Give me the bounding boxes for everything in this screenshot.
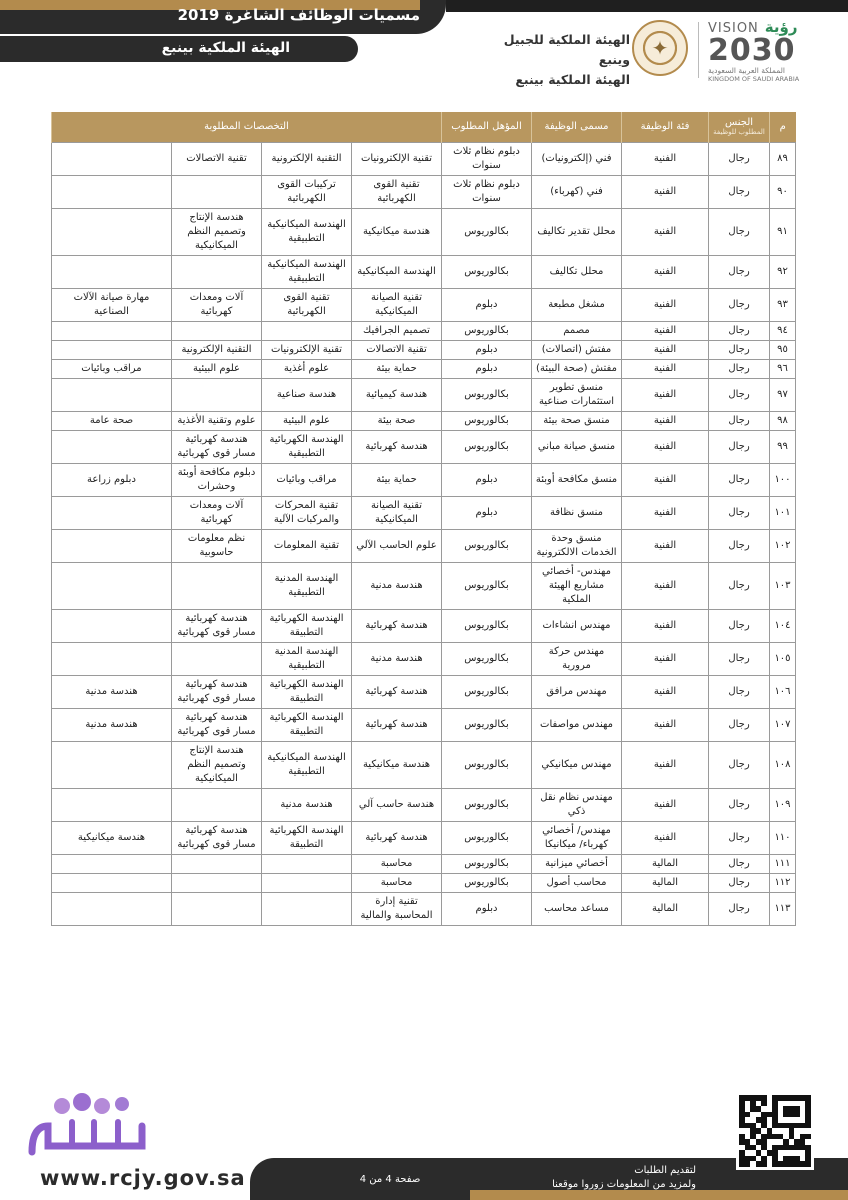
- website-url[interactable]: www.rcjy.gov.sa: [40, 1166, 246, 1190]
- cell-specialization-1: هندسة كهربائية: [352, 708, 442, 741]
- cell-title: مصمم: [532, 321, 622, 340]
- cell-specialization-2: الهندسة المدنية التطبيقية: [262, 562, 352, 609]
- cell-title: مفتش (صحة البيئة): [532, 359, 622, 378]
- cell-specialization-1: هندسة كهربائية: [352, 430, 442, 463]
- cell-specialization-4: [51, 529, 171, 562]
- cell-specialization-3: [172, 873, 262, 892]
- cell-specialization-3: هندسة كهربائية مسار قوى كهربائية: [172, 708, 262, 741]
- cell-specialization-1: تقنية إدارة المحاسبة والمالية: [352, 892, 442, 925]
- cell-specialization-1: حماية بيئة: [352, 463, 442, 496]
- cell-num: ١٠٤: [770, 609, 796, 642]
- cell-specialization-1: هندسة كهربائية: [352, 675, 442, 708]
- cell-title: مشغل مطبعة: [532, 288, 622, 321]
- cell-specialization-2: مراقب وبائيات: [262, 463, 352, 496]
- cell-specialization-3: هندسة كهربائية مسار قوى كهربائية: [172, 609, 262, 642]
- cell-num: ٩٢: [770, 255, 796, 288]
- cell-specialization-2: تقنية المحركات والمركبات الآلية: [262, 496, 352, 529]
- cell-category: الفنية: [622, 708, 709, 741]
- cell-qualification: بكالوريوس: [442, 741, 532, 788]
- cell-gender: رجال: [709, 288, 770, 321]
- org-line-1: الهيئة الملكية للجبيل وينبع: [503, 32, 630, 67]
- cell-title: مهندس مواصفات: [532, 708, 622, 741]
- cell-specialization-4: [51, 873, 171, 892]
- cell-num: ٩٨: [770, 411, 796, 430]
- cell-specialization-4: [51, 208, 171, 255]
- cell-title: مهندس انشاءات: [532, 609, 622, 642]
- cell-specialization-2: تقنية المعلومات: [262, 529, 352, 562]
- cell-specialization-3: آلات ومعدات كهربائية: [172, 496, 262, 529]
- table-row: [51, 873, 795, 892]
- cell-title: مهندس- أخصائي مشاريع الهيئة الملكية: [532, 562, 622, 609]
- vision-arabic: رؤية: [764, 18, 798, 36]
- table-row: [51, 142, 795, 175]
- cell-gender: رجال: [709, 496, 770, 529]
- cell-specialization-4: [51, 430, 171, 463]
- cell-specialization-3: [172, 321, 262, 340]
- cell-qualification: بكالوريوس: [442, 411, 532, 430]
- cell-specialization-1: هندسة مدنية: [352, 642, 442, 675]
- cell-specialization-2: الهندسة الكهربائية التطبيقة: [262, 609, 352, 642]
- footer-apply-text: [506, 1164, 696, 1192]
- cell-specialization-4: هندسة ميكانيكية: [51, 821, 171, 854]
- header-divider: [698, 22, 699, 78]
- cell-specialization-3: [172, 175, 262, 208]
- cell-specialization-4: [51, 562, 171, 609]
- cell-category: الفنية: [622, 741, 709, 788]
- cell-category: الفنية: [622, 175, 709, 208]
- cell-gender: رجال: [709, 208, 770, 255]
- cell-num: ٩١: [770, 208, 796, 255]
- table-row: [51, 463, 795, 496]
- cell-qualification: بكالوريوس: [442, 821, 532, 854]
- cell-qualification: بكالوريوس: [442, 378, 532, 411]
- cell-specialization-4: [51, 609, 171, 642]
- cell-specialization-4: [51, 642, 171, 675]
- cell-specialization-4: [51, 321, 171, 340]
- cell-gender: رجال: [709, 321, 770, 340]
- jobs-table: [51, 112, 796, 926]
- table-row: [51, 788, 795, 821]
- cell-num: ١١٢: [770, 873, 796, 892]
- table-row: [51, 288, 795, 321]
- cell-gender: رجال: [709, 854, 770, 873]
- cell-qualification: بكالوريوس: [442, 562, 532, 609]
- cell-gender: رجال: [709, 463, 770, 496]
- cell-qualification: دبلوم: [442, 288, 532, 321]
- cell-gender: رجال: [709, 609, 770, 642]
- cell-num: ١٠٥: [770, 642, 796, 675]
- cell-specialization-2: [262, 321, 352, 340]
- cell-specialization-3: دبلوم مكافحة أوبئة وحشرات: [172, 463, 262, 496]
- cell-specialization-1: هندسة ميكانيكية: [352, 208, 442, 255]
- cell-specialization-3: التقنية الإلكترونية: [172, 340, 262, 359]
- cell-specialization-4: مراقب وبائيات: [51, 359, 171, 378]
- vision-kingdom-ar: المملكة العربية السعودية: [708, 66, 785, 75]
- cell-specialization-2: الهندسة الميكانيكية التطبيقية: [262, 208, 352, 255]
- cell-specialization-1: هندسة ميكانيكية: [352, 741, 442, 788]
- cell-specialization-1: علوم الحاسب الآلي: [352, 529, 442, 562]
- cell-specialization-2: علوم البيئية: [262, 411, 352, 430]
- table-row: [51, 675, 795, 708]
- cell-gender: رجال: [709, 892, 770, 925]
- cell-qualification: بكالوريوس: [442, 609, 532, 642]
- cell-num: ١٠٣: [770, 562, 796, 609]
- cell-specialization-3: هندسة الإنتاج وتصميم النظم الميكانيكية: [172, 208, 262, 255]
- cell-qualification: بكالوريوس: [442, 255, 532, 288]
- cell-num: ٨٩: [770, 142, 796, 175]
- cell-gender: رجال: [709, 788, 770, 821]
- cell-specialization-4: [51, 496, 171, 529]
- cell-category: الفنية: [622, 642, 709, 675]
- table-row: [51, 411, 795, 430]
- cell-specialization-1: تقنية القوى الكهربائية: [352, 175, 442, 208]
- cell-category: الفنية: [622, 359, 709, 378]
- cell-category: المالية: [622, 854, 709, 873]
- cell-specialization-1: هندسة حاسب آلي: [352, 788, 442, 821]
- cell-specialization-2: الهندسة الميكانيكية التطبيقية: [262, 255, 352, 288]
- cell-specialization-2: الهندسة الكهربائية التطبيقة: [262, 675, 352, 708]
- cell-gender: رجال: [709, 142, 770, 175]
- cell-title: مهندس نظام نقل ذكي: [532, 788, 622, 821]
- cell-specialization-2: الهندسة المدنية التطبيقية: [262, 642, 352, 675]
- cell-title: مهندس مرافق: [532, 675, 622, 708]
- cell-specialization-4: [51, 175, 171, 208]
- vision-2030-logo: [708, 18, 838, 83]
- cell-title: فني (كهرباء): [532, 175, 622, 208]
- cell-category: الفنية: [622, 463, 709, 496]
- cell-title: منسق مكافحة أوبئة: [532, 463, 622, 496]
- jobs-table-wrapper: [52, 112, 796, 926]
- cell-specialization-4: [51, 340, 171, 359]
- cell-specialization-4: صحة عامة: [51, 411, 171, 430]
- header-top-strip: [446, 0, 848, 12]
- cell-qualification: بكالوريوس: [442, 208, 532, 255]
- cell-title: أخصائي ميزانية: [532, 854, 622, 873]
- cell-specialization-2: هندسة مدنية: [262, 788, 352, 821]
- col-header-qualification: المؤهل المطلوب: [442, 112, 532, 142]
- cell-category: الفنية: [622, 378, 709, 411]
- cell-specialization-2: الهندسة الكهربائية التطبيقية: [262, 430, 352, 463]
- cell-specialization-2: تقنية الإلكترونيات: [262, 340, 352, 359]
- cell-num: ١١١: [770, 854, 796, 873]
- cell-category: الفنية: [622, 496, 709, 529]
- royal-commission-emblem-icon: ✦: [632, 20, 688, 76]
- cell-specialization-3: هندسة الإنتاج وتصميم النظم الميكانيكية: [172, 741, 262, 788]
- page-title: مسميات الوظائف الشاغرة 2019: [177, 6, 420, 24]
- cell-specialization-3: [172, 854, 262, 873]
- cell-specialization-3: علوم وتقنية الأغذية: [172, 411, 262, 430]
- cell-specialization-3: [172, 378, 262, 411]
- cell-gender: رجال: [709, 675, 770, 708]
- table-row: [51, 255, 795, 288]
- cell-specialization-3: تقنية الاتصالات: [172, 142, 262, 175]
- cell-num: ٩٠: [770, 175, 796, 208]
- cell-specialization-3: [172, 562, 262, 609]
- cell-title: محلل تقدير تكاليف: [532, 208, 622, 255]
- cell-specialization-1: هندسة مدنية: [352, 562, 442, 609]
- cell-specialization-4: [51, 142, 171, 175]
- cell-title: منسق صحة بيئة: [532, 411, 622, 430]
- cell-specialization-4: هندسة مدنية: [51, 708, 171, 741]
- cell-category: الفنية: [622, 430, 709, 463]
- table-row: [51, 321, 795, 340]
- cell-specialization-2: [262, 854, 352, 873]
- tollabna-watermark-logo: [22, 1092, 152, 1166]
- table-row: [51, 708, 795, 741]
- cell-title: مساعد محاسب: [532, 892, 622, 925]
- cell-specialization-3: آلات ومعدات كهربائية: [172, 288, 262, 321]
- cell-specialization-4: [51, 892, 171, 925]
- vision-year: 2030: [708, 33, 796, 68]
- cell-title: منسق نظافة: [532, 496, 622, 529]
- cell-category: الفنية: [622, 208, 709, 255]
- cell-title: فني (إلكترونيات): [532, 142, 622, 175]
- cell-num: ١٠٠: [770, 463, 796, 496]
- cell-specialization-1: هندسة كهربائية: [352, 609, 442, 642]
- cell-category: الفنية: [622, 411, 709, 430]
- cell-specialization-4: مهارة صيانة الآلات الصناعية: [51, 288, 171, 321]
- cell-title: مهندس ميكانيكي: [532, 741, 622, 788]
- cell-gender: رجال: [709, 642, 770, 675]
- cell-specialization-4: [51, 255, 171, 288]
- cell-gender: رجال: [709, 741, 770, 788]
- cell-qualification: بكالوريوس: [442, 708, 532, 741]
- cell-qualification: دبلوم: [442, 340, 532, 359]
- cell-specialization-2: الهندسة الميكانيكية التطبيقية: [262, 741, 352, 788]
- table-row: [51, 562, 795, 609]
- cell-qualification: بكالوريوس: [442, 675, 532, 708]
- cell-title: مفتش (اتصالات): [532, 340, 622, 359]
- cell-category: المالية: [622, 873, 709, 892]
- qr-code-icon[interactable]: [736, 1092, 814, 1170]
- cell-num: ٩٥: [770, 340, 796, 359]
- cell-num: ٩٩: [770, 430, 796, 463]
- cell-specialization-4: هندسة مدنية: [51, 675, 171, 708]
- cell-category: الفنية: [622, 321, 709, 340]
- cell-specialization-4: [51, 788, 171, 821]
- cell-num: ٩٧: [770, 378, 796, 411]
- cell-specialization-2: الهندسة الكهربائية التطبيقة: [262, 708, 352, 741]
- cell-specialization-3: هندسة كهربائية مسار قوى كهربائية: [172, 430, 262, 463]
- vision-kingdom-en: KINGDOM OF SAUDI ARABIA: [708, 75, 800, 83]
- col-header-num: م: [770, 112, 796, 142]
- cell-gender: رجال: [709, 359, 770, 378]
- cell-specialization-1: صحة بيئة: [352, 411, 442, 430]
- vision-word: VISION: [708, 21, 759, 36]
- cell-specialization-1: الهندسة الميكانيكية: [352, 255, 442, 288]
- cell-gender: رجال: [709, 873, 770, 892]
- table-row: [51, 892, 795, 925]
- cell-title: مهندس حركة مرورية: [532, 642, 622, 675]
- cell-specialization-1: محاسبة: [352, 873, 442, 892]
- cell-qualification: بكالوريوس: [442, 873, 532, 892]
- footer-apply-line-2: ولمزيد من المعلومات زوروا موقعنا: [552, 1179, 696, 1190]
- cell-specialization-1: هندسة كهربائية: [352, 821, 442, 854]
- cell-specialization-3: [172, 892, 262, 925]
- table-row: [51, 529, 795, 562]
- page-number: صفحة 4 من 4: [359, 1174, 421, 1185]
- cell-num: ١٠٧: [770, 708, 796, 741]
- cell-specialization-1: محاسبة: [352, 854, 442, 873]
- table-row: [51, 609, 795, 642]
- cell-qualification: بكالوريوس: [442, 788, 532, 821]
- cell-specialization-1: تصميم الجرافيك: [352, 321, 442, 340]
- col-header-title: مسمى الوظيفة: [532, 112, 622, 142]
- cell-qualification: دبلوم نظام ثلاث سنوات: [442, 175, 532, 208]
- col-header-gender: الجنس المطلوب للوظيفة: [709, 112, 770, 142]
- cell-specialization-2: تقنية القوى الكهربائية: [262, 288, 352, 321]
- cell-num: ١٠٦: [770, 675, 796, 708]
- cell-num: ١٠٨: [770, 741, 796, 788]
- cell-specialization-4: دبلوم زراعة: [51, 463, 171, 496]
- cell-specialization-1: تقنية الإلكترونيات: [352, 142, 442, 175]
- table-body: [51, 142, 795, 925]
- cell-gender: رجال: [709, 708, 770, 741]
- cell-specialization-1: تقنية الصيانة الميكانيكية: [352, 496, 442, 529]
- cell-title: محاسب أصول: [532, 873, 622, 892]
- cell-num: ٩٦: [770, 359, 796, 378]
- cell-category: الفنية: [622, 255, 709, 288]
- cell-specialization-3: علوم البيئية: [172, 359, 262, 378]
- table-row: [51, 821, 795, 854]
- table-row: [51, 741, 795, 788]
- table-row: [51, 854, 795, 873]
- cell-category: الفنية: [622, 821, 709, 854]
- cell-gender: رجال: [709, 255, 770, 288]
- cell-qualification: دبلوم: [442, 892, 532, 925]
- cell-specialization-4: [51, 854, 171, 873]
- cell-specialization-2: تركيبات القوى الكهربائية: [262, 175, 352, 208]
- cell-qualification: دبلوم نظام ثلاث سنوات: [442, 142, 532, 175]
- cell-category: الفنية: [622, 340, 709, 359]
- cell-gender: رجال: [709, 340, 770, 359]
- cell-gender: رجال: [709, 562, 770, 609]
- cell-specialization-2: [262, 873, 352, 892]
- cell-specialization-3: [172, 788, 262, 821]
- cell-category: الفنية: [622, 288, 709, 321]
- cell-qualification: دبلوم: [442, 359, 532, 378]
- cell-gender: رجال: [709, 529, 770, 562]
- cell-specialization-3: [172, 642, 262, 675]
- cell-qualification: دبلوم: [442, 496, 532, 529]
- cell-gender: رجال: [709, 411, 770, 430]
- cell-num: ٩٣: [770, 288, 796, 321]
- cell-title: منسق صيانة مباني: [532, 430, 622, 463]
- cell-title: محلل تكاليف: [532, 255, 622, 288]
- cell-specialization-4: [51, 741, 171, 788]
- cell-qualification: بكالوريوس: [442, 642, 532, 675]
- cell-num: ١٠١: [770, 496, 796, 529]
- cell-num: ١٠٩: [770, 788, 796, 821]
- cell-specialization-2: علوم أغذية: [262, 359, 352, 378]
- cell-num: ٩٤: [770, 321, 796, 340]
- cell-title: منسق وحدة الخدمات الالكترونية: [532, 529, 622, 562]
- cell-specialization-3: نظم معلومات حاسوبية: [172, 529, 262, 562]
- cell-category: الفنية: [622, 529, 709, 562]
- cell-specialization-1: حماية بيئة: [352, 359, 442, 378]
- table-row: [51, 208, 795, 255]
- table-row: [51, 496, 795, 529]
- cell-gender: رجال: [709, 430, 770, 463]
- cell-specialization-2: التقنية الإلكترونية: [262, 142, 352, 175]
- cell-category: الفنية: [622, 142, 709, 175]
- table-row: [51, 175, 795, 208]
- cell-specialization-3: [172, 255, 262, 288]
- organization-name: [470, 30, 630, 90]
- cell-gender: رجال: [709, 821, 770, 854]
- cell-specialization-2: هندسة صناعية: [262, 378, 352, 411]
- table-row: [51, 430, 795, 463]
- table-row: [51, 359, 795, 378]
- cell-qualification: بكالوريوس: [442, 430, 532, 463]
- cell-gender: رجال: [709, 378, 770, 411]
- cell-category: الفنية: [622, 788, 709, 821]
- cell-specialization-1: تقنية الاتصالات: [352, 340, 442, 359]
- org-line-2: الهيئة الملكية بينبع: [515, 72, 630, 87]
- cell-qualification: بكالوريوس: [442, 854, 532, 873]
- footer-apply-line-1: لتقديم الطلبات: [634, 1165, 696, 1176]
- cell-specialization-3: هندسة كهربائية مسار قوى كهربائية: [172, 675, 262, 708]
- cell-qualification: بكالوريوس: [442, 321, 532, 340]
- cell-qualification: دبلوم: [442, 463, 532, 496]
- table-row: [51, 378, 795, 411]
- cell-category: المالية: [622, 892, 709, 925]
- table-header-row: [51, 112, 795, 142]
- cell-category: الفنية: [622, 609, 709, 642]
- col-header-specializations: التخصصات المطلوبة: [51, 112, 441, 142]
- cell-specialization-1: هندسة كيميائية: [352, 378, 442, 411]
- cell-specialization-2: الهندسة الكهربائية التطبيقة: [262, 821, 352, 854]
- col-header-category: فئة الوظيفة: [622, 112, 709, 142]
- cell-specialization-3: هندسة كهربائية مسار قوى كهربائية: [172, 821, 262, 854]
- table-row: [51, 340, 795, 359]
- cell-gender: رجال: [709, 175, 770, 208]
- cell-title: منسق تطوير استثمارات صناعية: [532, 378, 622, 411]
- cell-specialization-4: [51, 378, 171, 411]
- page-subtitle: الهيئة الملكية بينبع: [161, 40, 290, 56]
- cell-num: ١١٠: [770, 821, 796, 854]
- cell-num: ١١٣: [770, 892, 796, 925]
- cell-title: مهندس/ أخصائي كهرباء/ ميكانيكا: [532, 821, 622, 854]
- cell-specialization-1: تقنية الصيانة الميكانيكية: [352, 288, 442, 321]
- cell-qualification: بكالوريوس: [442, 529, 532, 562]
- cell-category: الفنية: [622, 675, 709, 708]
- cell-specialization-2: [262, 892, 352, 925]
- table-row: [51, 642, 795, 675]
- cell-num: ١٠٢: [770, 529, 796, 562]
- cell-category: الفنية: [622, 562, 709, 609]
